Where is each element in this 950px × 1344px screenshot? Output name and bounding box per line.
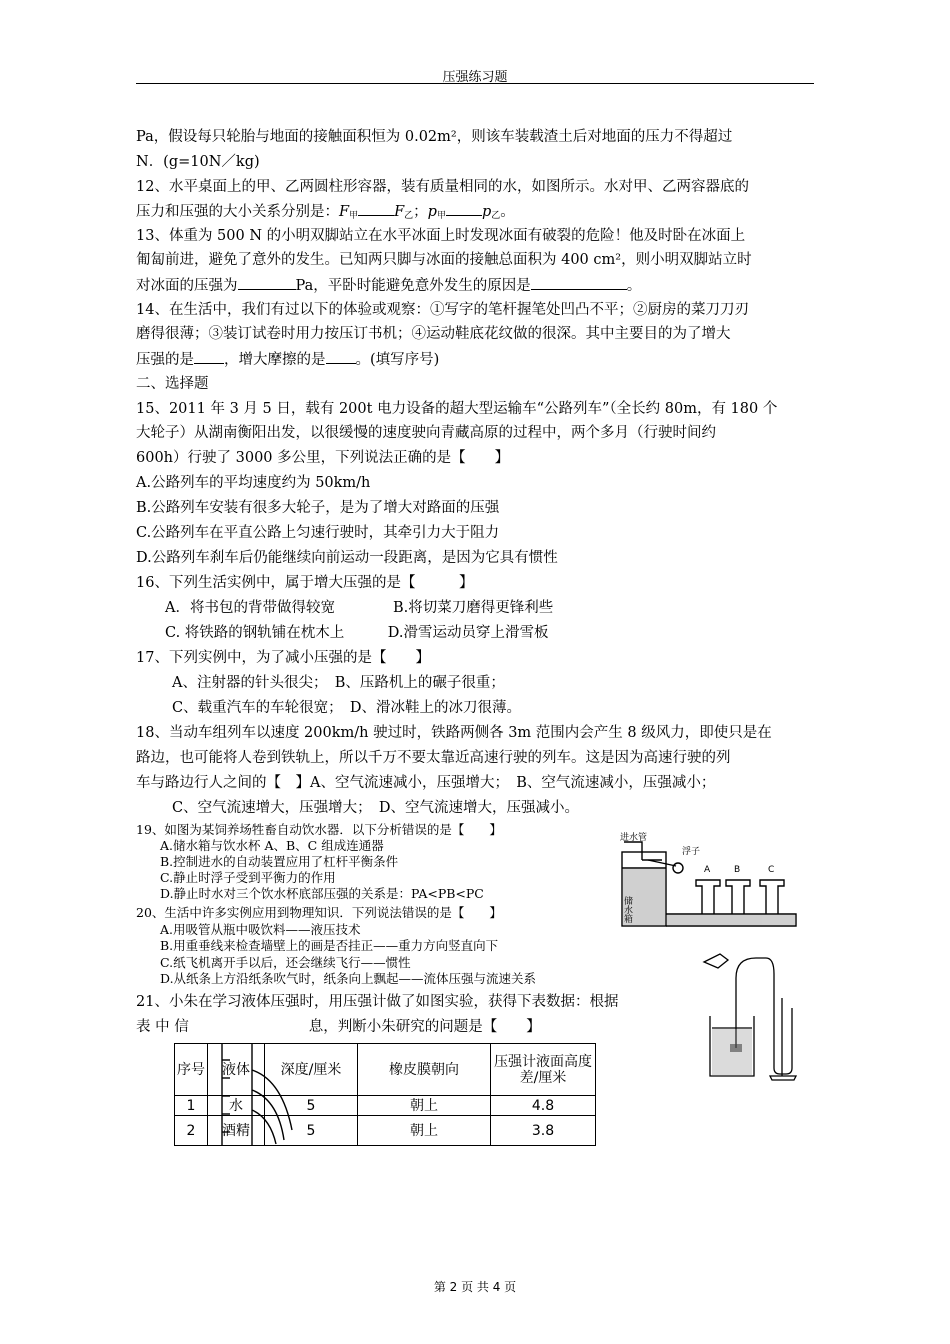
symbol-p: p	[481, 204, 492, 220]
table-header-cell: 压强计液面高度差/厘米	[491, 1044, 596, 1096]
table-header-cell: 深度/厘米	[265, 1044, 358, 1096]
option-d: D.从纸条上方沿纸条吹气时，纸条向上飘起——流体压强与流速关系	[160, 971, 537, 986]
option-a: A.储水箱与饮水杯 A、B、C 组成连通器	[160, 838, 384, 853]
subscript: 甲	[349, 211, 359, 221]
question-20: 20、生活中许多实例应用到物理知识．下列说法错误的是【 】	[136, 905, 502, 920]
table-header-cell: 序号	[175, 1044, 208, 1096]
question-18-line: 路边，也可能将人卷到铁轨上，所以千万不要太靠近高速行驶的列车。这是因为高速行驶的列	[136, 750, 731, 766]
question-14-line	[136, 349, 439, 370]
table-cell: 水	[208, 1096, 265, 1116]
option-b: B.公路列车安装有很多大轮子，是为了增大对路面的压强	[136, 500, 500, 516]
answer-blank[interactable]	[446, 201, 482, 216]
question-19: 19、如图为某饲养场牲畜自动饮水器．以下分析错误的是【 】	[136, 822, 502, 837]
subscript: 乙	[404, 211, 414, 221]
table-cell: 3.8	[491, 1116, 596, 1146]
text: 。(填写序号)	[355, 352, 440, 368]
question-18-line: 车与路边行人之间的【 】A、空气流速减小，压强增大； B、空气流速减小，压强减小；	[136, 775, 716, 791]
table-cell: 朝上	[358, 1096, 491, 1116]
text-line: Pa，假设每只轮胎与地面的接触面积恒为 0.02m²，则该车装载渣土后对地面的压力不得超过	[136, 129, 733, 145]
option-b: B.控制进水的自动装置应用了杠杆平衡条件	[160, 854, 399, 869]
text: ，增大摩擦的是	[224, 352, 326, 368]
table-row	[175, 1096, 596, 1116]
text: 。	[500, 204, 515, 220]
option-c: C.纸飞机离开手以后，还会继续飞行——惯性	[160, 955, 411, 970]
question-21-line	[136, 1017, 541, 1037]
table-cell: 5	[265, 1116, 358, 1146]
table-row	[175, 1116, 596, 1146]
options-cd: C、载重汽车的车轮很宽； D、滑冰鞋上的冰刀很薄。	[172, 700, 521, 716]
question-16: 16、下列生活实例中，属于增大压强的是【 】	[136, 575, 474, 591]
answer-blank[interactable]	[326, 349, 356, 364]
question-12-line: 压力和压强的大小关系分别是：$F_甲$ $F_乙$；$p_甲$ $p_乙$。	[136, 201, 515, 226]
text: 息，判断小朱研究的问题是【 】	[308, 1019, 541, 1035]
answer-blank[interactable]	[194, 349, 224, 364]
table-header-row	[175, 1044, 596, 1096]
table-cell: 2	[175, 1116, 208, 1146]
cup-a-label: A	[704, 865, 711, 875]
text: 表 中 信	[136, 1019, 189, 1035]
question-15-line: 大轮子）从湖南衡阳出发，以很缓慢的速度驶向青藏高原的过程中，两个多月（行驶时间约	[136, 425, 716, 441]
option-a: A.公路列车的平均速度约为 50km/h	[136, 475, 371, 491]
question-17: 17、下列实例中，为了减小压强的是【 】	[136, 650, 430, 666]
option-c: C.静止时浮子受到平衡力的作用	[160, 870, 336, 885]
question-18-line: 18、当动车组列车以速度 200km/h 驶过时，铁路两侧各 3m 范围内会产生 8 级风力，即使只是在	[136, 725, 772, 741]
question-14-line: 磨得很薄；③装订试卷时用力按压订书机；④运动鞋底花纹做的很深。其中主要目的为了增大	[136, 326, 731, 342]
symbol-f: F	[339, 204, 350, 220]
page-header-title: 压强练习题	[442, 70, 508, 85]
table-cell: 1	[175, 1096, 208, 1116]
subscript: 乙	[491, 211, 501, 221]
text: 对冰面的压强为	[136, 278, 238, 294]
table-cell: 5	[265, 1096, 358, 1116]
question-13-line: 匍匐前进，避免了意外的发生。已知两只脚与冰面的接触总面积为 400 cm²，则小明双脚站立时	[136, 252, 752, 268]
question-18-line: C、空气流速增大，压强增大； D、空气流速增大，压强减小。	[172, 800, 579, 816]
option-d: D.静止时水对三个饮水杯底部压强的关系是：PA<PB<PC	[160, 886, 484, 901]
question-15-line: 600h）行驶了 3000 多公里，下列说法正确的是【 】	[136, 450, 510, 466]
float-label: 浮子	[682, 847, 701, 857]
cup-b-label: B	[734, 865, 741, 875]
answer-blank[interactable]	[238, 275, 296, 290]
table-header-cell: 橡皮膜朝向	[358, 1044, 491, 1096]
answer-blank[interactable]	[358, 201, 394, 216]
question-21-line: 21、小朱在学习液体压强时，用压强计做了如图实验，获得下表数据：根据	[136, 994, 619, 1010]
question-13-line	[136, 275, 641, 296]
text: 压力和压强的大小关系分别是：	[136, 204, 339, 220]
page-footer: 第 2 页 共 4 页	[433, 1280, 517, 1294]
question-12-line: 12、水平桌面上的甲、乙两圆柱形容器，装有质量相同的水，如图所示。水对甲、乙两容器底的	[136, 179, 749, 195]
header-rule	[136, 83, 814, 84]
pressure-gauge-figure	[700, 948, 810, 1083]
text: 。	[626, 278, 642, 294]
symbol-f: F	[394, 204, 405, 220]
text: Pa，平卧时能避免意外发生的原因是	[295, 278, 531, 294]
options-ab: A．将书包的背带做得较宽 B.将切菜刀磨得更锋利些	[165, 600, 554, 616]
tank-label: 储水箱	[622, 896, 632, 923]
text-line: N．(g=10N／kg)	[136, 154, 260, 170]
table-cell: 4.8	[491, 1096, 596, 1116]
option-a: A.用吸管从瓶中吸饮料——液压技术	[160, 922, 361, 937]
text: 压强的是	[136, 352, 194, 368]
option-b: B.用重垂线来检查墙壁上的画是否挂正——重力方向竖直向下	[160, 938, 499, 953]
drinking-device-figure	[618, 832, 808, 932]
section-heading: 二、选择题	[136, 376, 209, 392]
table-cell: 酒精	[208, 1116, 265, 1146]
table-header-cell: 液体	[208, 1044, 265, 1096]
question-14-line: 14、在生活中，我们有过以下的体验或观察：①写字的笔杆握笔处凹凸不平；②厨房的菜刀刀刃	[136, 302, 749, 318]
inlet-pipe-label: 进水管	[620, 833, 648, 843]
symbol-p: p	[427, 204, 437, 220]
table-cell: 朝上	[358, 1116, 491, 1146]
options-ab: A、注射器的针头很尖； B、压路机上的碾子很重；	[172, 675, 505, 691]
option-d: D.公路列车刹车后仍能继续向前运动一段距离，是因为它具有惯性	[136, 550, 558, 566]
experiment-table	[174, 1043, 596, 1146]
question-13-line: 13、体重为 500 N 的小明双脚站立在水平冰面上时发现冰面有破裂的危险！他及时卧在冰面上	[136, 228, 746, 244]
cup-c-label: C	[768, 865, 775, 875]
option-c: C.公路列车在平直公路上匀速行驶时，其牵引力大于阻力	[136, 525, 500, 541]
answer-blank[interactable]	[531, 275, 627, 290]
question-15-line: 15、2011 年 3 月 5 日，载有 200t 电力设备的超大型运输车“公路列车”（全长约 80m，有 180 个	[136, 401, 778, 417]
subscript: 甲	[436, 211, 446, 221]
options-cd: C. 将铁路的钢轨铺在枕木上 D.滑雪运动员穿上滑雪板	[165, 625, 549, 641]
